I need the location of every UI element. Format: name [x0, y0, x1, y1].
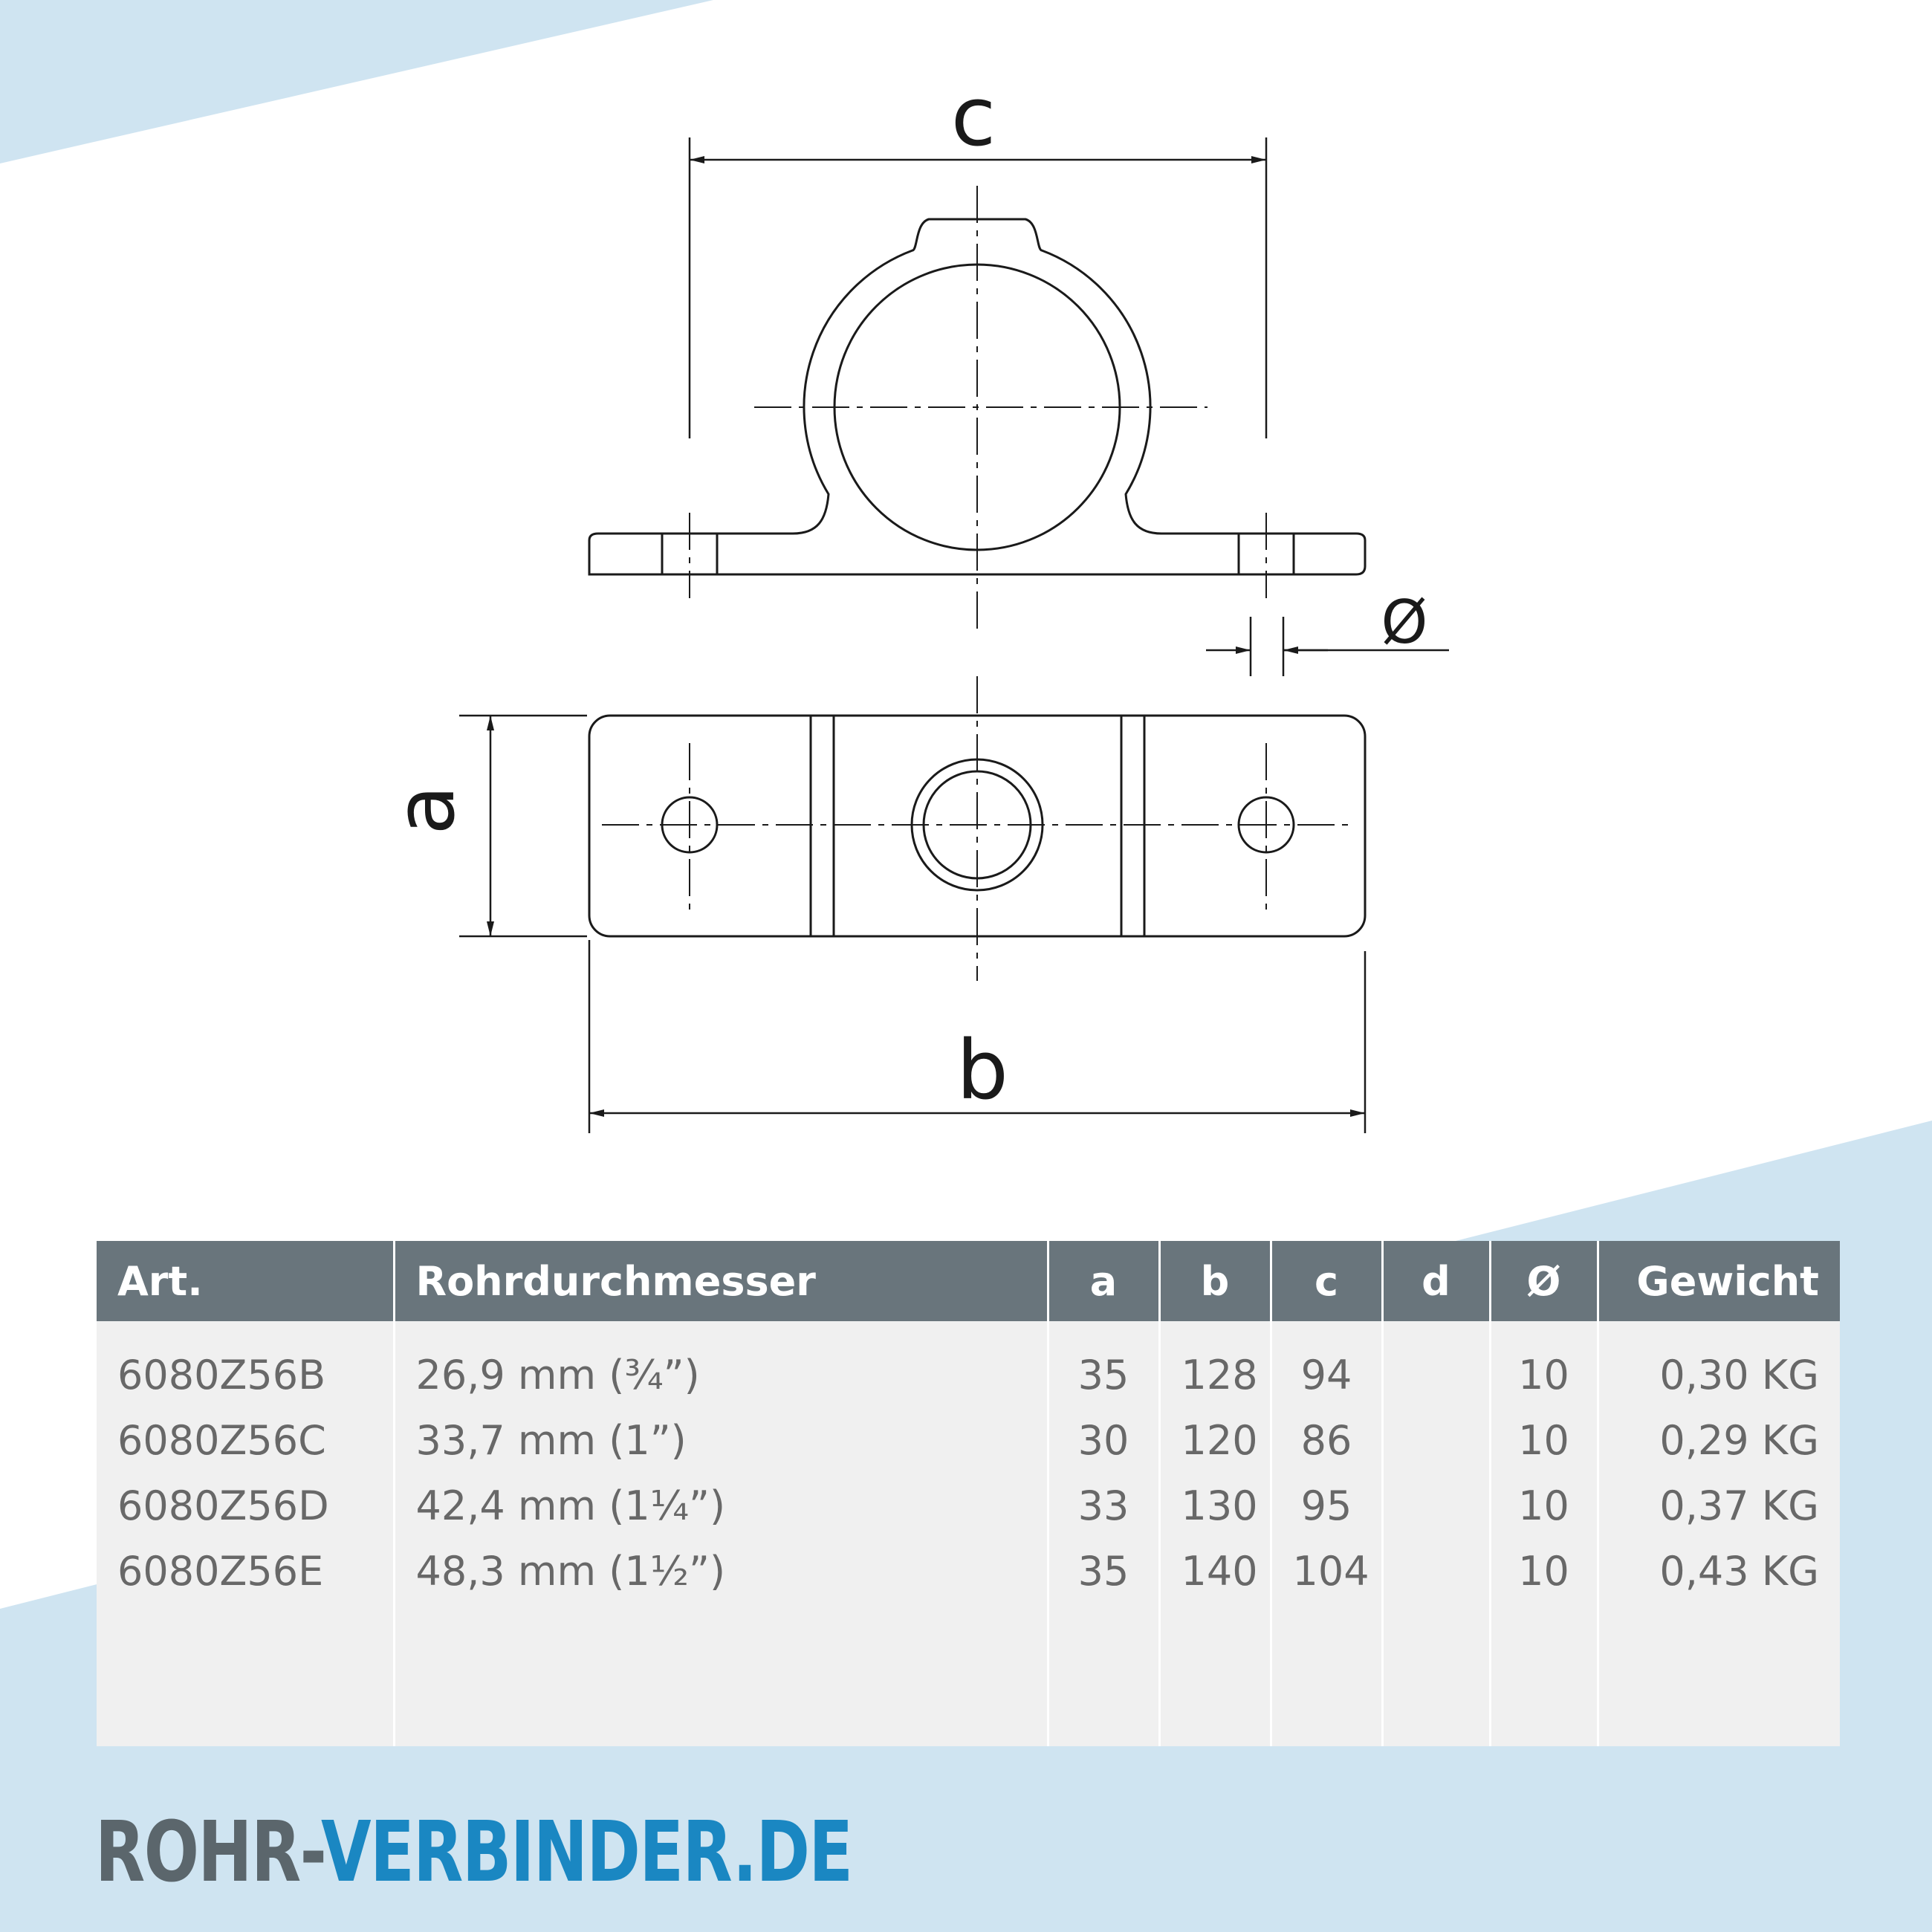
dimension-label-a: a — [377, 785, 473, 835]
dimension-label-diameter: Ø — [1381, 588, 1428, 657]
header-rohrdurchmesser: Rohrdurchmesser — [394, 1241, 1048, 1321]
cell-a: 33 — [1048, 1473, 1159, 1538]
cell-a: 35 — [1048, 1538, 1159, 1604]
side-view-centerlines — [690, 186, 1266, 632]
header-c: c — [1271, 1241, 1382, 1321]
table-row — [97, 1321, 1840, 1407]
cell-b: 140 — [1159, 1538, 1271, 1604]
cell-diameter: 10 — [1490, 1321, 1598, 1407]
cell-b: 128 — [1159, 1321, 1271, 1407]
header-b: b — [1159, 1241, 1271, 1321]
cell-b: 120 — [1159, 1407, 1271, 1473]
table-row — [97, 1407, 1840, 1473]
cell-diameter: 10 — [1490, 1473, 1598, 1538]
cell-art: 6080Z56D — [97, 1473, 394, 1538]
cell-d — [1382, 1473, 1490, 1538]
specification-table — [97, 1241, 1840, 1746]
cell-rohrdurchmesser: 26,9 mm (¾”) — [394, 1321, 1048, 1407]
header-art: Art. — [97, 1241, 394, 1321]
cell-d — [1382, 1407, 1490, 1473]
cell-diameter: 10 — [1490, 1407, 1598, 1473]
cell-gewicht: 0,30 KG — [1598, 1321, 1840, 1407]
cell-art: 6080Z56E — [97, 1538, 394, 1604]
cell-c: 86 — [1271, 1407, 1382, 1473]
cell-c: 104 — [1271, 1538, 1382, 1604]
dimension-a — [459, 716, 587, 936]
table-filler-row — [97, 1604, 1840, 1746]
cell-gewicht: 0,37 KG — [1598, 1473, 1840, 1538]
cell-d — [1382, 1538, 1490, 1604]
brand-logo — [95, 1804, 852, 1901]
table-row — [97, 1538, 1840, 1604]
cell-a: 35 — [1048, 1321, 1159, 1407]
cell-a: 30 — [1048, 1407, 1159, 1473]
header-d: d — [1382, 1241, 1490, 1321]
table-row — [97, 1473, 1840, 1538]
cell-b: 130 — [1159, 1473, 1271, 1538]
brand-logo-part1: ROHR- — [95, 1804, 322, 1901]
brand-logo-part2: VERBINDER.DE — [321, 1804, 852, 1901]
cell-art: 6080Z56C — [97, 1407, 394, 1473]
cell-rohrdurchmesser: 42,4 mm (1¼”) — [394, 1473, 1048, 1538]
cell-rohrdurchmesser: 33,7 mm (1”) — [394, 1407, 1048, 1473]
cell-c: 95 — [1271, 1473, 1382, 1538]
cell-d — [1382, 1321, 1490, 1407]
table-header-row — [97, 1241, 1840, 1321]
dimension-label-b: b — [956, 1022, 1008, 1118]
header-gewicht: Gewicht — [1598, 1241, 1840, 1321]
cell-art: 6080Z56B — [97, 1321, 394, 1407]
dimension-label-c: c — [950, 69, 996, 164]
header-a: a — [1048, 1241, 1159, 1321]
cell-gewicht: 0,43 KG — [1598, 1538, 1840, 1604]
header-diameter: Ø — [1490, 1241, 1598, 1321]
cell-c: 94 — [1271, 1321, 1382, 1407]
cell-rohrdurchmesser: 48,3 mm (1½”) — [394, 1538, 1048, 1604]
cell-gewicht: 0,29 KG — [1598, 1407, 1840, 1473]
cell-diameter: 10 — [1490, 1538, 1598, 1604]
